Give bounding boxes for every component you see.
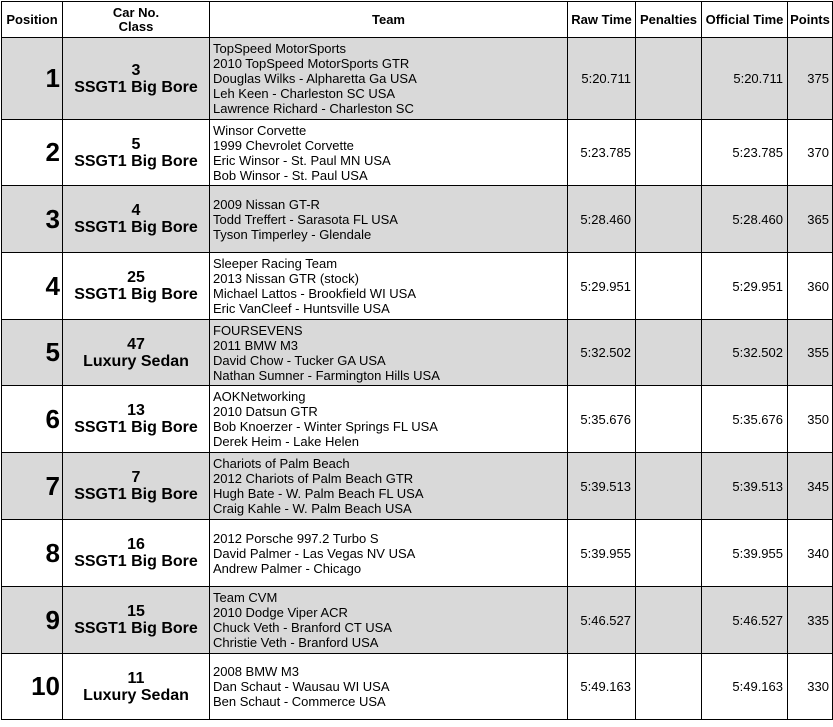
team-line: Chariots of Palm Beach <box>213 456 350 471</box>
team-line: Dan Schaut - Wausau WI USA <box>213 679 390 694</box>
car-class: Luxury Sedan <box>83 352 189 370</box>
table-row <box>2 38 833 120</box>
team-line: Todd Treffert - Sarasota FL USA <box>213 211 398 227</box>
header-car <box>63 2 210 38</box>
table-row <box>2 654 833 720</box>
raw-time-cell: 5:28.460 <box>568 186 636 253</box>
table-row <box>2 453 833 520</box>
position-cell: 5 <box>2 320 63 386</box>
points-cell: 375 <box>788 38 833 120</box>
car-number: 7 <box>131 469 141 486</box>
team-line: TopSpeed MotorSports <box>213 41 346 56</box>
position-cell: 7 <box>2 453 63 520</box>
penalties-cell <box>636 587 702 654</box>
position-cell: 9 <box>2 587 63 654</box>
team-cell <box>210 320 568 386</box>
team-line: Christie Veth - Branford USA <box>213 635 379 650</box>
official-time-cell: 5:39.513 <box>702 453 788 520</box>
points-cell: 330 <box>788 654 833 720</box>
car-class: SSGT1 Big Bore <box>74 219 198 236</box>
points-cell: 345 <box>788 453 833 520</box>
team-line: 2010 TopSpeed MotorSports GTR <box>213 56 410 71</box>
team-cell <box>210 120 568 186</box>
team-line: Winsor Corvette <box>213 122 307 138</box>
team-line: 1999 Chevrolet Corvette <box>213 137 354 153</box>
raw-time-cell: 5:23.785 <box>568 120 636 186</box>
car-cell <box>63 520 210 587</box>
table-row <box>2 120 833 186</box>
position-cell: 3 <box>2 186 63 253</box>
raw-time-cell: 5:46.527 <box>568 587 636 654</box>
car-number: 16 <box>127 536 145 553</box>
points-cell: 350 <box>788 386 833 453</box>
team-cell <box>210 654 568 720</box>
table-row <box>2 320 833 386</box>
table-row <box>2 520 833 587</box>
team-line: Chuck Veth - Branford CT USA <box>213 620 392 635</box>
header-class: Class <box>118 18 154 34</box>
table-body <box>2 38 833 720</box>
team-line: 2012 Porsche 997.2 Turbo S <box>213 530 379 546</box>
header-team: Team <box>210 2 568 38</box>
header-position: Position <box>2 2 63 38</box>
team-line: 2013 Nissan GTR (stock) <box>213 271 359 286</box>
team-line: Michael Lattos - Brookfield WI USA <box>213 286 417 301</box>
header-points: Points <box>788 2 833 38</box>
team-line: 2011 BMW M3 <box>213 337 299 353</box>
penalties-cell <box>636 38 702 120</box>
car-cell <box>63 587 210 654</box>
team-line: Craig Kahle - W. Palm Beach USA <box>213 501 412 516</box>
raw-time-cell: 5:49.163 <box>568 654 636 720</box>
team-cell <box>210 386 568 453</box>
team-line: David Chow - Tucker GA USA <box>213 352 386 368</box>
penalties-cell <box>636 654 702 720</box>
team-line: Team CVM <box>213 590 278 605</box>
car-class: SSGT1 Big Bore <box>74 620 198 637</box>
team-line: Bob Winsor - St. Paul USA <box>213 167 368 183</box>
car-number: 4 <box>131 202 141 219</box>
car-cell <box>63 253 210 320</box>
official-time-cell: 5:49.163 <box>702 654 788 720</box>
header-raw-time: Raw Time <box>568 2 636 38</box>
penalties-cell <box>636 386 702 453</box>
position-cell: 4 <box>2 253 63 320</box>
points-cell: 340 <box>788 520 833 587</box>
penalties-cell <box>636 186 702 253</box>
team-line: Andrew Palmer - Chicago <box>213 560 362 576</box>
official-time-cell: 5:20.711 <box>702 38 788 120</box>
raw-time-cell: 5:39.955 <box>568 520 636 587</box>
car-class: SSGT1 Big Bore <box>74 486 198 503</box>
results-table <box>1 1 833 720</box>
team-line: FOURSEVENS <box>213 322 303 338</box>
raw-time-cell: 5:20.711 <box>568 38 636 120</box>
car-class: SSGT1 Big Bore <box>74 553 198 570</box>
position-cell: 6 <box>2 386 63 453</box>
table-header <box>2 2 833 38</box>
official-time-cell: 5:23.785 <box>702 120 788 186</box>
car-number: 47 <box>127 335 145 353</box>
team-line: David Palmer - Las Vegas NV USA <box>213 545 416 561</box>
car-number: 3 <box>131 61 141 79</box>
header-official-time: Official Time <box>702 2 788 38</box>
position-cell: 2 <box>2 120 63 186</box>
points-cell: 365 <box>788 186 833 253</box>
header-car-no: Car No. <box>112 4 160 20</box>
team-line: Leh Keen - Charleston SC USA <box>213 86 396 101</box>
raw-time-cell: 5:29.951 <box>568 253 636 320</box>
table-row <box>2 253 833 320</box>
official-time-cell: 5:39.955 <box>702 520 788 587</box>
header-penalties: Penalties <box>636 2 702 38</box>
raw-time-cell: 5:39.513 <box>568 453 636 520</box>
team-line: Eric Winsor - St. Paul MN USA <box>213 152 391 168</box>
team-line: Tyson Timperley - Glendale <box>213 226 372 242</box>
team-line: Ben Schaut - Commerce USA <box>213 694 386 709</box>
car-cell <box>63 320 210 386</box>
car-cell <box>63 386 210 453</box>
team-line: 2010 Datsun GTR <box>213 404 318 419</box>
points-cell: 335 <box>788 587 833 654</box>
penalties-cell <box>636 320 702 386</box>
car-number: 25 <box>127 269 145 286</box>
car-number: 11 <box>127 669 145 687</box>
team-line: Derek Heim - Lake Helen <box>213 434 359 449</box>
raw-time-cell: 5:35.676 <box>568 386 636 453</box>
team-line: 2008 BMW M3 <box>213 664 299 679</box>
penalties-cell <box>636 520 702 587</box>
points-cell: 355 <box>788 320 833 386</box>
team-line: AOKNetworking <box>213 389 306 404</box>
car-class: SSGT1 Big Bore <box>74 286 198 303</box>
team-line: Douglas Wilks - Alpharetta Ga USA <box>213 71 417 86</box>
car-cell <box>63 186 210 253</box>
car-number: 13 <box>127 402 145 419</box>
official-time-cell: 5:28.460 <box>702 186 788 253</box>
penalties-cell <box>636 120 702 186</box>
car-class: SSGT1 Big Bore <box>74 78 198 96</box>
team-cell <box>210 587 568 654</box>
raw-time-cell: 5:32.502 <box>568 320 636 386</box>
official-time-cell: 5:32.502 <box>702 320 788 386</box>
official-time-cell: 5:46.527 <box>702 587 788 654</box>
points-cell: 370 <box>788 120 833 186</box>
official-time-cell: 5:29.951 <box>702 253 788 320</box>
team-line: 2010 Dodge Viper ACR <box>213 605 348 620</box>
car-class: SSGT1 Big Bore <box>74 419 198 436</box>
team-line: 2012 Chariots of Palm Beach GTR <box>213 471 414 486</box>
car-cell <box>63 654 210 720</box>
penalties-cell <box>636 453 702 520</box>
team-line: Bob Knoerzer - Winter Springs FL USA <box>213 419 438 434</box>
car-class: SSGT1 Big Bore <box>74 152 198 170</box>
team-line: Eric VanCleef - Huntsville USA <box>213 301 390 316</box>
team-line: 2009 Nissan GT-R <box>213 196 320 212</box>
car-class: Luxury Sedan <box>83 686 189 704</box>
official-time-cell: 5:35.676 <box>702 386 788 453</box>
position-cell: 8 <box>2 520 63 587</box>
table-row <box>2 386 833 453</box>
car-cell <box>63 453 210 520</box>
table-row <box>2 186 833 253</box>
team-cell <box>210 253 568 320</box>
team-line: Sleeper Racing Team <box>213 256 338 271</box>
team-cell <box>210 186 568 253</box>
penalties-cell <box>636 253 702 320</box>
position-cell: 1 <box>2 38 63 120</box>
team-line: Nathan Sumner - Farmington Hills USA <box>213 367 440 383</box>
car-cell <box>63 120 210 186</box>
position-cell: 10 <box>2 654 63 720</box>
car-number: 5 <box>131 135 141 153</box>
team-line: Lawrence Richard - Charleston SC <box>213 101 414 116</box>
team-line: Hugh Bate - W. Palm Beach FL USA <box>213 486 424 501</box>
team-cell <box>210 38 568 120</box>
car-number: 15 <box>127 603 145 620</box>
car-cell <box>63 38 210 120</box>
team-cell <box>210 453 568 520</box>
team-cell <box>210 520 568 587</box>
table-row <box>2 587 833 654</box>
points-cell: 360 <box>788 253 833 320</box>
